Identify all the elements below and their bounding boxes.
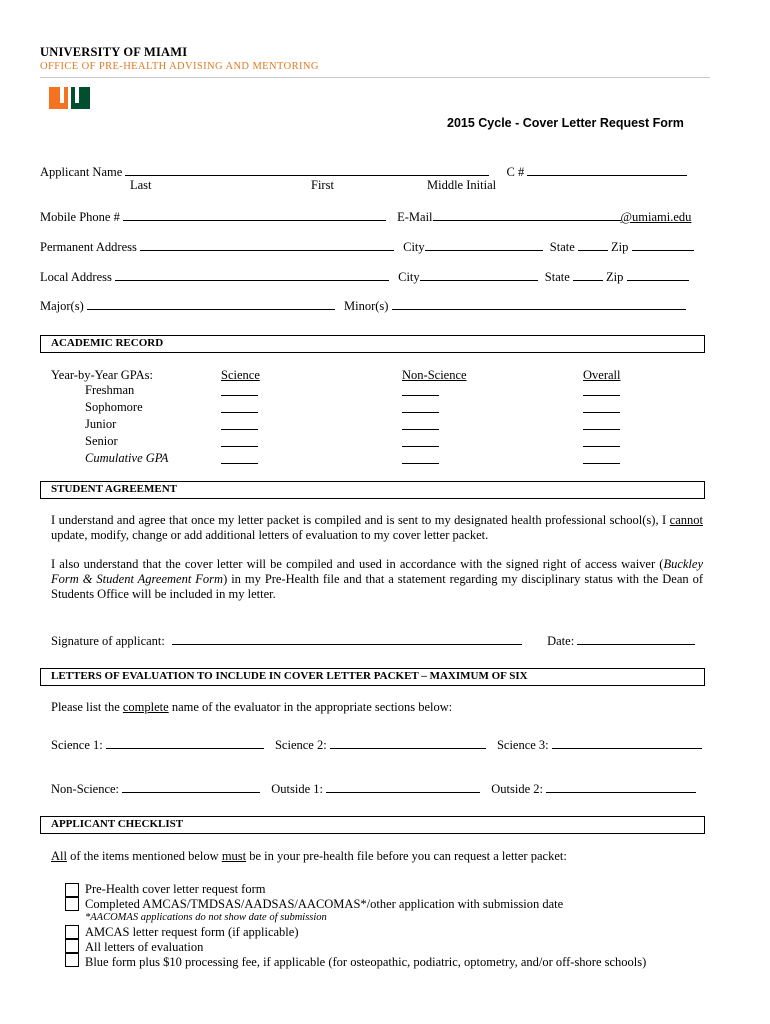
checklist-intro-text: be in your pre-health file before you can request a letter packet:: [246, 849, 567, 863]
checklist-intro: [51, 849, 567, 864]
checklist-title: APPLICANT CHECKLIST: [51, 818, 184, 830]
checklist-item: Pre-Health cover letter request form: [85, 882, 266, 896]
applicant-name-label: Applicant Name: [40, 165, 123, 179]
science-1-field[interactable]: [106, 736, 264, 749]
year-sophomore: Sophomore: [85, 400, 143, 414]
permanent-address-row: [40, 238, 694, 255]
major-minor-row: [40, 297, 686, 314]
local-address-row: [40, 268, 689, 285]
office-name: OFFICE OF PRE-HEALTH ADVISING AND MENTORING: [40, 61, 319, 72]
header-divider: [40, 77, 710, 78]
agreement-text: update, modify, change or add additional letters of evaluation to my cover letter packet.: [51, 528, 489, 542]
letters-intro: [51, 700, 452, 715]
email-label: E-Mail: [397, 210, 433, 224]
non-science-column-header: Non-Science: [402, 368, 467, 382]
gpa-field[interactable]: [402, 435, 439, 447]
non-science-field[interactable]: [122, 780, 260, 793]
agreement-text: I understand and agree that once my letter packet is compiled and is sent to my designated health professional school(s), I: [51, 513, 670, 527]
science-2-label: Science 2:: [274, 738, 327, 752]
non-science-label: Non-Science:: [51, 782, 120, 796]
gpa-label: Year-by-Year GPAs:: [51, 368, 153, 382]
checklist-item: Completed AMCAS/TMDSAS/AADSAS/AACOMAS*/other application with submission date: [85, 897, 564, 911]
outside-1-field[interactable]: [326, 780, 480, 793]
checklist-item: Blue form plus $10 processing fee, if applicable (for osteopathic, podiatric, optometry, and/or off-shore schools): [85, 955, 647, 969]
gpa-field[interactable]: [221, 435, 258, 447]
student-agreement-title: STUDENT AGREEMENT: [51, 483, 178, 495]
year-senior: Senior: [85, 434, 118, 448]
permanent-zip-field[interactable]: [632, 238, 694, 251]
checklist-intro-emphasis: All: [51, 849, 67, 863]
letters-title: LETTERS OF EVALUATION TO INCLUDE IN COVER LETTER PACKET – MAXIMUM OF SIX: [51, 670, 528, 682]
major-field[interactable]: [87, 297, 335, 310]
outside-2-label: Outside 2:: [491, 782, 543, 796]
non-science-gpa-blanks: [402, 384, 439, 469]
agreement-paragraph-1: [51, 513, 703, 543]
science-evaluators-row: [51, 736, 702, 753]
checklist-item: All letters of evaluation: [85, 940, 204, 954]
local-address-label: Local Address: [40, 270, 112, 284]
gpa-field[interactable]: [402, 401, 439, 413]
checklist-item: AMCAS letter request form (if applicable): [85, 925, 299, 939]
permanent-address-label: Permanent Address: [40, 240, 137, 254]
letters-header: [40, 668, 705, 686]
gpa-field[interactable]: [583, 452, 620, 464]
agreement-paragraph-2: [51, 557, 703, 602]
permanent-zip-label: Zip: [611, 240, 629, 254]
email-field[interactable]: [433, 208, 621, 221]
local-state-field[interactable]: [573, 268, 603, 281]
checklist-checkbox[interactable]: [65, 953, 79, 967]
mobile-phone-field[interactable]: [123, 208, 386, 221]
local-zip-label: Zip: [606, 270, 624, 284]
agreement-text: ) in my Pre-Health file and that a statement regarding my disciplinary status with the Dean of Students Office will be included in my letter.: [51, 572, 703, 601]
minor-field[interactable]: [392, 297, 686, 310]
gpa-field[interactable]: [221, 418, 258, 430]
applicant-name-field[interactable]: [125, 163, 489, 176]
gpa-field[interactable]: [402, 418, 439, 430]
local-address-field[interactable]: [115, 268, 389, 281]
gpa-field[interactable]: [221, 384, 258, 396]
contact-row: [40, 208, 691, 225]
science-3-label: Science 3:: [496, 738, 549, 752]
year-junior: Junior: [85, 417, 117, 431]
science-column-header: Science: [221, 368, 260, 382]
letters-intro-text: Please list the: [51, 700, 123, 714]
outside-2-field[interactable]: [546, 780, 696, 793]
science-gpa-blanks: [221, 384, 258, 469]
student-agreement-header: [40, 481, 705, 499]
signature-label: Signature of applicant:: [51, 634, 165, 648]
gpa-field[interactable]: [402, 384, 439, 396]
outside-1-label: Outside 1:: [271, 782, 324, 796]
first-name-caption: First: [311, 178, 334, 192]
cumulative-gpa-label: Cumulative GPA: [85, 451, 169, 465]
c-number-label: C #: [506, 165, 525, 179]
agreement-form-reference: Buckley Form & Student Agreement Form: [51, 557, 703, 586]
signature-row: [51, 632, 695, 649]
c-number-field[interactable]: [527, 163, 687, 176]
um-logo-icon: [49, 87, 90, 113]
overall-column-header: Overall: [583, 368, 621, 382]
agreement-text: I also understand that the cover letter will be compiled and used in accordance with the signed right of access waiver (: [51, 557, 664, 571]
gpa-field[interactable]: [583, 384, 620, 396]
other-evaluators-row: [51, 780, 696, 797]
science-2-field[interactable]: [330, 736, 486, 749]
local-state-label: State: [544, 270, 570, 284]
agreement-emphasis: cannot: [669, 513, 703, 527]
permanent-city-label: City: [403, 240, 425, 254]
academic-record-header: [40, 335, 705, 353]
gpa-field[interactable]: [583, 418, 620, 430]
checklist-checkbox[interactable]: [65, 925, 79, 939]
science-1-label: Science 1:: [51, 738, 103, 752]
permanent-state-label: State: [549, 240, 575, 254]
gpa-field[interactable]: [221, 401, 258, 413]
overall-gpa-blanks: [583, 384, 620, 469]
signature-field[interactable]: [172, 632, 522, 645]
letters-intro-emphasis: complete: [122, 700, 169, 714]
checklist-intro-emphasis: must: [221, 849, 247, 863]
last-name-caption: Last: [130, 178, 152, 192]
checklist-header: [40, 816, 705, 834]
gpa-field[interactable]: [402, 452, 439, 464]
date-field[interactable]: [577, 632, 695, 645]
email-domain: @umiami.edu: [620, 210, 692, 224]
year-freshman: Freshman: [85, 383, 135, 397]
major-label: Major(s): [40, 299, 84, 313]
academic-record-title: ACADEMIC RECORD: [51, 337, 164, 349]
aacomas-note: *AACOMAS applications do not show date of submission: [85, 912, 327, 923]
local-zip-field[interactable]: [627, 268, 689, 281]
permanent-address-field[interactable]: [140, 238, 394, 251]
local-city-field[interactable]: [420, 268, 538, 281]
gpa-field[interactable]: [221, 452, 258, 464]
middle-initial-caption: Middle Initial: [427, 178, 497, 192]
checklist-intro-text: of the items mentioned below: [66, 849, 222, 863]
mobile-phone-label: Mobile Phone #: [40, 210, 120, 224]
date-label: Date:: [547, 634, 575, 648]
minor-label: Minor(s): [344, 299, 389, 313]
science-3-field[interactable]: [552, 736, 702, 749]
university-name: UNIVERSITY OF MIAMI: [40, 45, 188, 59]
checklist-checkbox[interactable]: [65, 883, 79, 897]
checklist-checkbox[interactable]: [65, 897, 79, 911]
checklist-checkbox[interactable]: [65, 939, 79, 953]
permanent-city-field[interactable]: [425, 238, 543, 251]
letters-intro-text: name of the evaluator in the appropriate sections below:: [168, 700, 453, 714]
gpa-field[interactable]: [583, 401, 620, 413]
gpa-field[interactable]: [583, 435, 620, 447]
local-city-label: City: [398, 270, 420, 284]
form-title: 2015 Cycle - Cover Letter Request Form: [447, 116, 684, 130]
permanent-state-field[interactable]: [578, 238, 608, 251]
